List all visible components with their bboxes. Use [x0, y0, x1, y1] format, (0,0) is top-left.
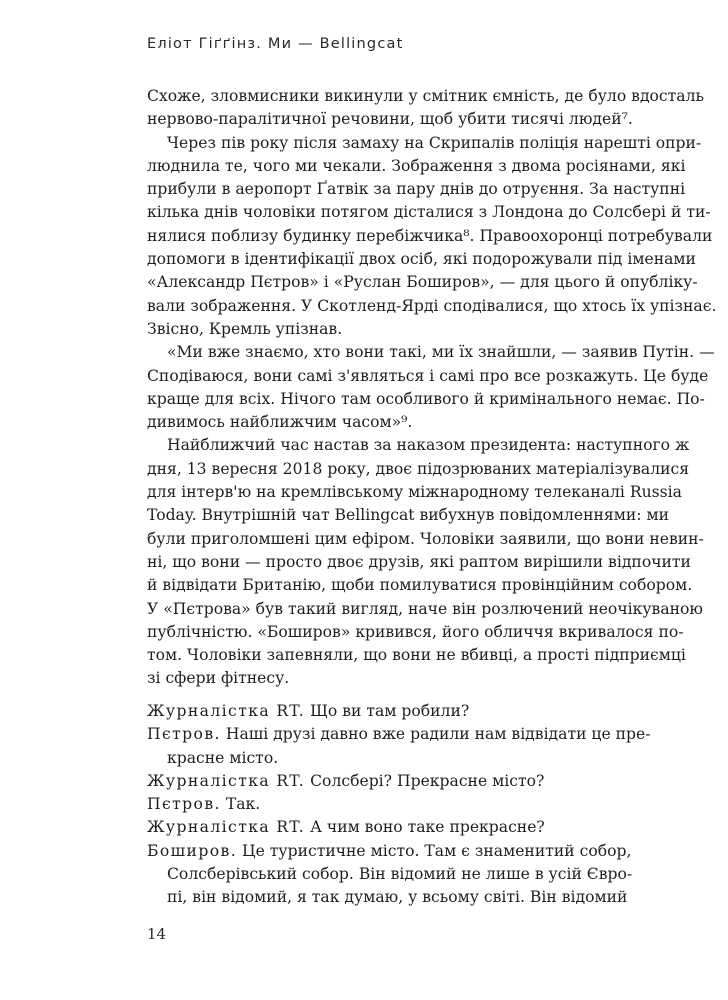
- dialogue-entry: [147, 770, 598, 793]
- text-line: для інтерв'ю на кремлівському міжнародному телеканалі Russia: [147, 483, 682, 502]
- interview-dialogue: [147, 700, 651, 910]
- speech-text: Це туристичне місто. Там є знаменитий собор,: [242, 841, 632, 860]
- text-line: дивимось найближчим часом»⁹.: [147, 413, 413, 432]
- main-text: [147, 85, 717, 691]
- text-line: й відвідати Британію, щоби помилуватися провінційним собором.: [147, 576, 693, 595]
- page-number: 14: [147, 925, 167, 943]
- speech-text: Наші друзі давно вже радили нам відвідати це пре-: [225, 725, 651, 744]
- text-line: Найближчий час настав за наказом президента: наступного ж: [167, 436, 690, 455]
- speaker-label: Журналістка RT.: [147, 771, 306, 790]
- text-line: публічністю. «Боширов» кривився, його обличчя вкривалося по-: [147, 622, 684, 641]
- dialogue-entry: [147, 793, 598, 816]
- running-header: Еліот Гіґґінз. Ми — Bellingcat: [147, 36, 404, 52]
- speaker-label: Боширов.: [147, 841, 238, 860]
- text-line: ні, що вони — просто двоє друзів, які раптом вирішили відпочити: [147, 552, 691, 571]
- dialogue-entry: [147, 816, 598, 839]
- text-line: У «Пєтрова» був такий вигляд, наче він розлючений неочікуваною: [147, 599, 703, 618]
- speaker-label: Журналістка RT.: [147, 702, 306, 720]
- speech-text: А чим воно таке прекрасне?: [310, 818, 545, 837]
- text-line: нервово-паралітичної речовини, щоб убити тисячі людей⁷.: [147, 110, 633, 129]
- speech-text: пі, він відомий, я так думаю, у всьому світі. Він відомий: [167, 888, 628, 907]
- speaker-label: Пєтров.: [147, 725, 221, 744]
- speech-text: Солсберівський собор. Він відомий не лише в усій Євро-: [167, 865, 633, 884]
- text-line: люднила те, чого ми чекали. Зображення з двома росіянами, які: [147, 156, 686, 175]
- text-line: «Александр Пєтров» і «Руслан Боширов», — для цього й опубліку-: [147, 273, 698, 292]
- text-line: «Ми вже знаємо, хто вони такі, ми їх знайшли, — заявив Путін. —: [167, 343, 715, 362]
- speech-text: Що ви там робили?: [310, 702, 470, 720]
- text-line: допомоги в ідентифікації двох осіб, які подорожували під іменами: [147, 250, 696, 269]
- text-line: Сподіваюся, вони самі з'являться і самі про все розкажуть. Це буде: [147, 366, 709, 385]
- speech-text: Так.: [225, 795, 261, 814]
- text-line: кілька днів чоловіки потягом дісталися з Лондона до Солсбері й ти-: [147, 203, 711, 222]
- speech-text: красне місто.: [167, 748, 279, 767]
- text-line: Today. Внутрішній чат Bellingcat вибухнув повідомленнями: ми: [147, 506, 669, 525]
- text-line: нялися поблизу будинку перебіжчика⁸. Правоохоронці потребували: [147, 226, 713, 245]
- text-line: були приголомшені цим ефіром. Чоловіки заявили, що вони невин-: [147, 529, 704, 548]
- text-line: Схоже, зловмисники викинули у смітник ємність, де було вдосталь: [147, 87, 704, 105]
- text-line: том. Чоловіки запевняли, що вони не вбивці, а прості підприємці: [147, 646, 686, 665]
- dialogue-entry: [147, 723, 651, 770]
- speaker-label: Пєтров.: [147, 795, 221, 814]
- dialogue-entry: [147, 700, 598, 723]
- text-line: зі сфери фітнесу.: [147, 669, 290, 688]
- speaker-label: Журналістка RT.: [147, 818, 306, 837]
- speech-text: Солсбері? Прекрасне місто?: [310, 771, 545, 790]
- dialogue-entry: [147, 840, 633, 910]
- text-line: дня, 13 вересня 2018 року, двоє підозрюваних матеріалізувалися: [147, 459, 690, 478]
- text-line: Через пів року після замаху на Скрипалів поліція нарешті опри-: [167, 133, 702, 152]
- text-line: Звісно, Кремль упізнав.: [147, 319, 343, 338]
- text-line: прибули в аеропорт Ґатвік за пару днів до отруєння. За наступні: [147, 180, 686, 199]
- text-line: вали зображення. У Скотленд-Ярді сподівалися, що хтось їх упізнає.: [147, 296, 717, 315]
- text-line: краще для всіх. Нічого там особливого й кримінального немає. По-: [147, 389, 705, 408]
